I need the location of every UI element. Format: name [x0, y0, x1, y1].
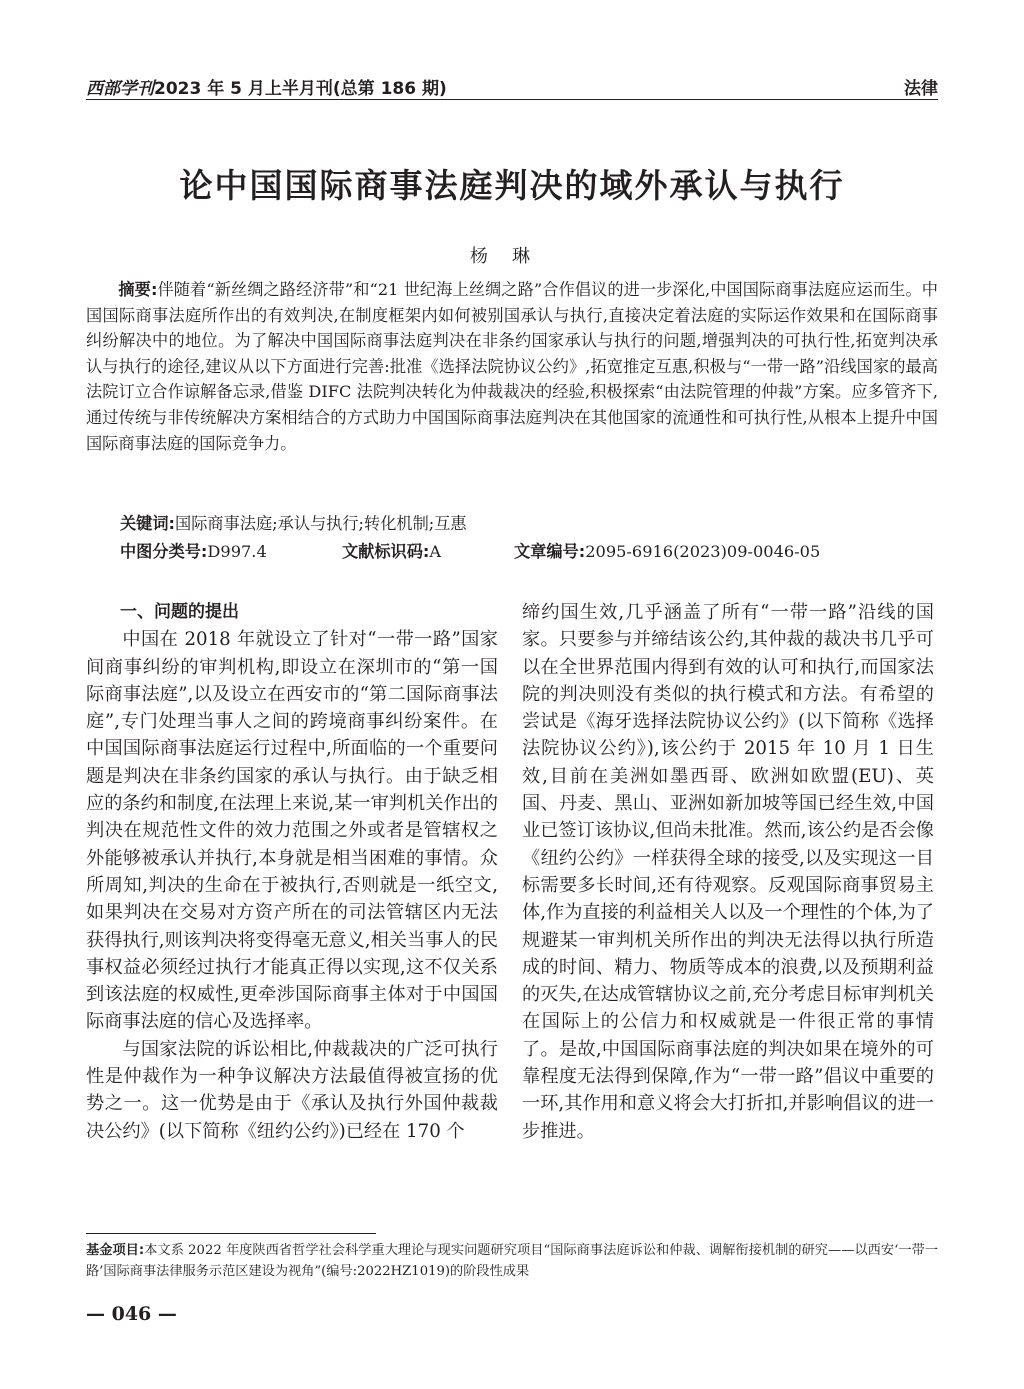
body-column-right	[522, 599, 934, 1145]
body-paragraph: 与国家法院的诉讼相比,仲裁裁决的广泛可执行性是仲裁作为一种争议解决方法最值得被宣扬的优势之一。这一优势是由于《承认及执行外国仲裁裁决公约》(以下简称《纽约公约》)已经在 170 个	[86, 1038, 498, 1142]
abstract-text: 伴随着“新丝绸之路经济带”和“21 世纪海上丝绸之路”合作倡议的进一步深化,中国国际商事法庭应运而生。中国国际商事法庭所作出的有效判决,在制度框架内如何被别国承认与执行,直接决定着法庭的实际运作效果和在国际商事纠纷解决中的地位。为了解决中国国际商事法庭判决在非条约国家承认与执行的问题,增强判决的可执行性,拓宽判决承认与执行的途径,建议从以下方面进行完善:批准《选择法院协议公约》,拓宽推定互惠,积极与“一带一路”沿线国家的最高法院订立合作谅解备忘录,借鉴 DIFC 法院判决转化为仲裁裁决的经验,积极探索“由法院管理的仲裁”方案。应多管齐下,通过传统与非传统解决方案相结合的方式助力中国国际商事法庭判决在其他国家的流通性和可执行性,从根本上提升中国国际商事法庭的国际竞争力。	[86, 280, 938, 453]
abstract	[86, 277, 938, 456]
footnote-text: 本文系 2022 年度陕西省哲学社会科学重大理论与现实问题研究项目“国际商事法庭诉讼和仲裁、调解衔接机制的研究——以西安‘一带一路’国际商事法律服务示范区建设为视角”(编号:2022HZ1019)的阶段性成果	[86, 1243, 939, 1279]
clc-label: 中图分类号:	[120, 542, 208, 561]
page-number: — 046 —	[86, 1303, 177, 1325]
abstract-label: 摘要:	[118, 280, 158, 299]
section-label: 法律	[904, 79, 938, 99]
footnote-divider	[86, 1233, 376, 1234]
funding-footnote	[86, 1240, 938, 1282]
body-paragraph: 中国在 2018 年就设立了针对“一带一路”国家间商事纠纷的审判机构,即设立在深圳市的“第一国际商事法庭”,以及设立在西安市的“第二国际商事法庭”,专门处理当事人之间的跨境商事纠纷案件。在中国国际商事法庭运行过程中,所面临的一个重要问题是判决在非条约国家的承认与执行。由于缺乏相应的条约和制度,在法理上来说,某一审判机关作出的判决在规范性文件的效力范围之外或者是管辖权之外能够被承认并执行,本身就是相当困难的事情。众所周知,判决的生命在于被执行,否则就是一纸空文,如果判决在交易对方资产所在的司法管辖区内无法获得执行,则该判决将变得毫无意义,相关当事人的民事权益必须经过执行才能真正得以实现,这不仅关系到该法庭的权威性,更牵涉国际商事主体对于中国国际商事法庭的信心及选择率。	[86, 629, 498, 1033]
article-no-value: 2095-6916(2023)09-0046-05	[585, 542, 821, 561]
clc-value: D997.4	[207, 542, 267, 561]
doc-code-value: A	[429, 542, 442, 561]
issue-info: 2023 年 5 月上半月刊(总第 186 期)	[154, 79, 447, 99]
article-number	[514, 540, 820, 564]
clc-code	[120, 540, 267, 564]
journal-logo: 西部学刊	[86, 79, 154, 99]
article-author: 杨琳	[470, 246, 554, 267]
classification-row	[120, 540, 938, 564]
article-no-label: 文章编号:	[514, 542, 586, 561]
section-heading: 一、问题的提出	[120, 602, 239, 622]
body-column-left	[86, 599, 498, 1145]
keywords	[120, 512, 938, 536]
doc-code-label: 文献标识码:	[342, 542, 430, 561]
running-header	[86, 74, 938, 99]
keywords-label: 关键词:	[120, 514, 176, 533]
keywords-text: 国际商事法庭;承认与执行;转化机制;互惠	[175, 514, 467, 533]
header-divider	[86, 99, 938, 100]
body-paragraph: 缔约国生效,几乎涵盖了所有“一带一路”沿线的国家。只要参与并缔结该公约,其仲裁的裁决书几乎可以在全世界范围内得到有效的认可和执行,而国家法院的判决则没有类似的执行模式和方法。有希望的尝试是《海牙选择法院协议公约》(以下简称《选择法院协议公约》),该公约于 2015 年 10 月 1 日生效,目前在美洲如墨西哥、欧洲如欧盟(EU)、英国、丹麦、黑山、亚洲如新加坡等国已经生效,中国业已签订该协议,但尚未批准。然而,该公约是否会像《纽约公约》一样获得全球的接受,以及实现这一目标需要多长时间,还有待观察。反观国际商事贸易主体,作为直接的利益相关人以及一个理性的个体,为了规避某一审判机关所作出的判决无法得以执行所造成的时间、精力、物质等成本的浪费,以及预期利益的灭失,在达成管辖协议之前,充分考虑目标审判机关在国际上的公信力和权威就是一件很正常的事情了。是故,中国国际商事法庭的判决如果在境外的可靠程度无法得到保障,作为“一带一路”倡议中重要的一环,其作用和意义将会大打折扣,并影响倡议的进一步推进。	[522, 602, 934, 1142]
article-title: 论中国国际商事法庭判决的域外承认与执行	[179, 166, 845, 205]
footnote-label: 基金项目:	[86, 1243, 145, 1258]
document-code	[342, 540, 441, 564]
header-journal-issue	[86, 74, 447, 99]
